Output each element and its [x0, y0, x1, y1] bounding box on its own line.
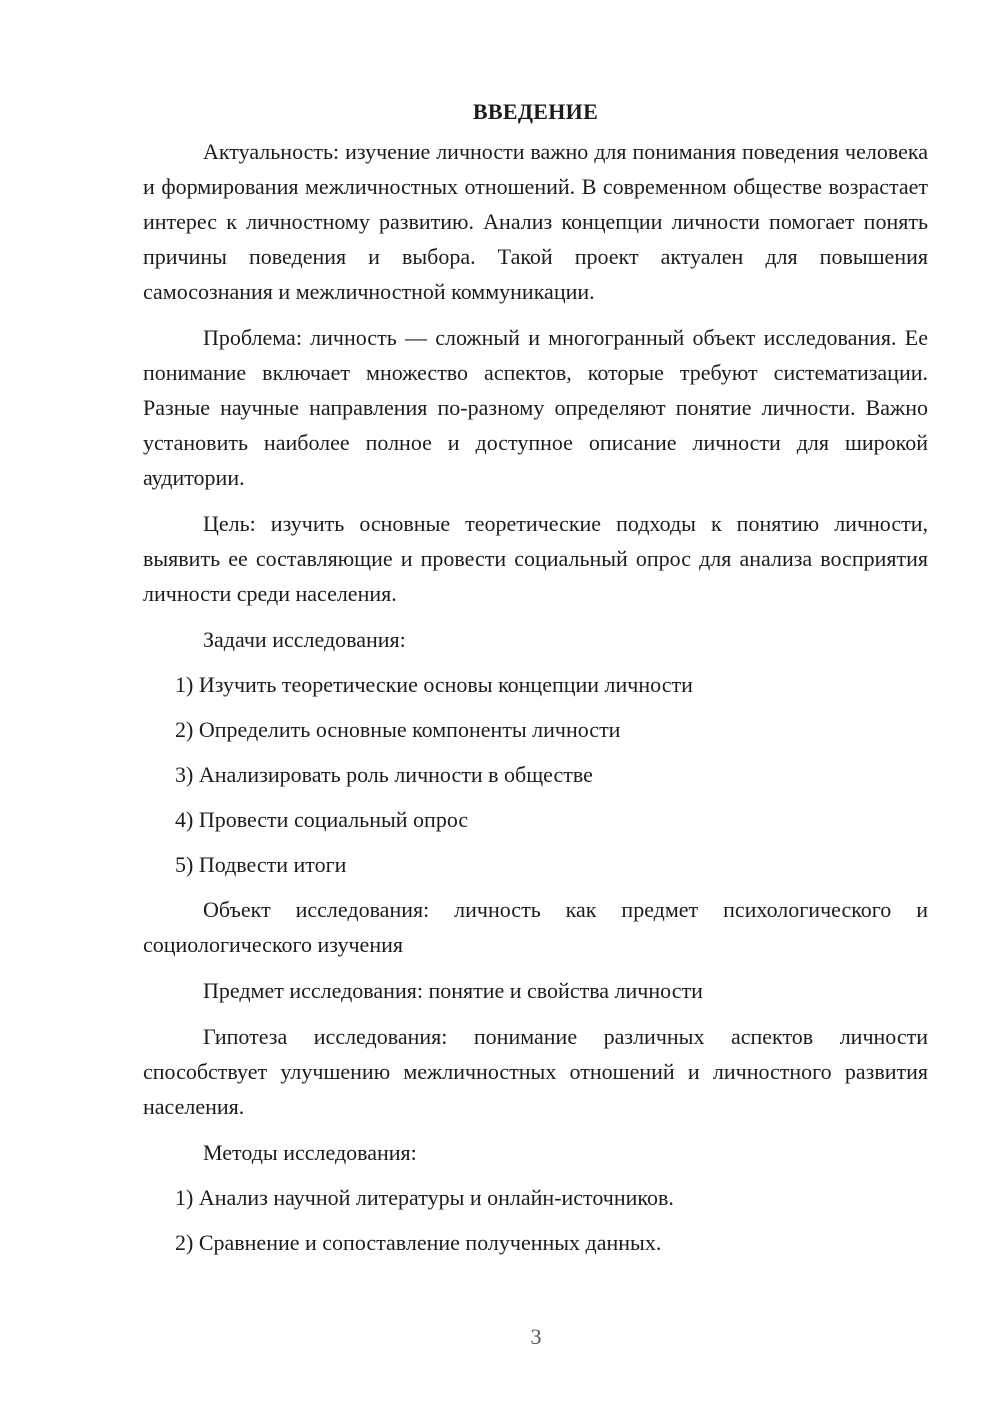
page-title: ВВЕДЕНИЕ: [472, 99, 599, 124]
relevance-paragraph: Актуальность: изучение личности важно для понимания поведения человека и формирования межличностных отношений. В современном обществе возрастает интерес к личностному развитию. Анализ концепции личности помогает понять причины поведения и выбора. Такой проект актуален для повышения самосознания и межличностной коммуникации.: [143, 139, 928, 304]
task-item: 5) Подвести итоги: [175, 852, 347, 877]
task-item: 3) Анализировать роль личности в обществе: [175, 762, 593, 787]
page-content: [143, 94, 928, 1270]
method-item: 1) Анализ научной литературы и онлайн-источников.: [175, 1185, 674, 1210]
task-item: 4) Провести социальный опрос: [175, 807, 469, 832]
subject-paragraph: Предмет исследования: понятие и свойства личности: [203, 978, 703, 1003]
object-paragraph: Объект исследования: личность как предмет психологического и социологического изучения: [143, 897, 928, 957]
methods-label: Методы исследования:: [203, 1140, 417, 1165]
goal-paragraph: Цель: изучить основные теоретические подходы к понятию личности, выявить ее составляющие и провести социальный опрос для анализа восприятия личности среди населения.: [143, 511, 928, 606]
task-item: 2) Определить основные компоненты личности: [175, 717, 621, 742]
method-item: 2) Сравнение и сопоставление полученных данных.: [175, 1230, 662, 1255]
hypothesis-paragraph: Гипотеза исследования: понимание различных аспектов личности способствует улучшению межличностных отношений и личностного развития населения.: [143, 1024, 928, 1119]
tasks-label: Задачи исследования:: [203, 627, 406, 652]
problem-paragraph: Проблема: личность — сложный и многогранный объект исследования. Ее понимание включает множество аспектов, которые требуют систематизации. Разные научные направления по-разному определяют понятие личности. Важно установить наиболее полное и доступное описание личности для широкой аудитории.: [143, 325, 928, 490]
task-item: 1) Изучить теоретические основы концепции личности: [175, 672, 693, 697]
page-number: 3: [530, 1324, 542, 1349]
